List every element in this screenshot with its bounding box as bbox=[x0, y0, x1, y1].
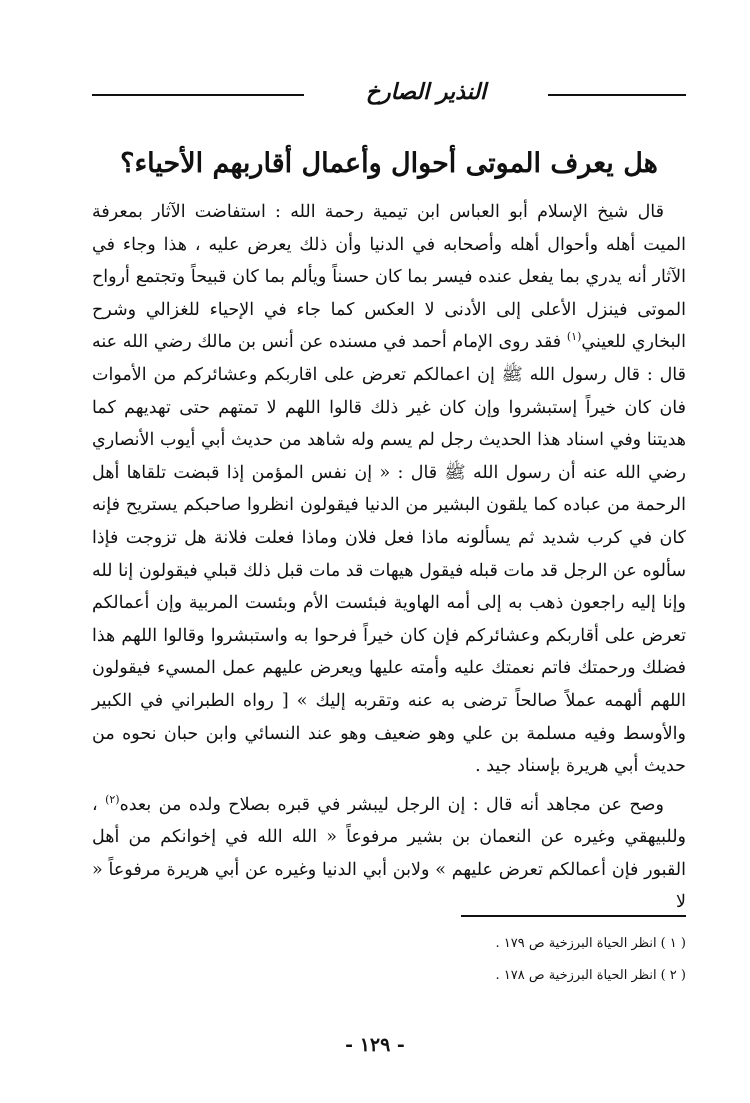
paragraph-2-text-after: ، وللبيهقي وغيره عن النعمان بن بشير مرفوعاً « الله الله في إخوانكم من أهل القبور فإن أعمالكم تعرض عليهم » ولابن أبي الدنيا وغيره عن أبي هريرة مرفوعاً « لا bbox=[92, 794, 686, 913]
footnote-2-marker: ( ٢ ) bbox=[660, 968, 686, 983]
paragraph-2-text-before: وصح عن مجاهد أنه قال : إن الرجل ليبشر في قبره بصلاح ولده من بعده bbox=[119, 794, 664, 815]
footnote-2-text: انظر الحياة البرزخية ص ١٧٨ . bbox=[495, 968, 657, 983]
footnote-2 bbox=[92, 960, 686, 992]
paragraph-1-text-after: فقد روى الإمام أحمد في مسنده عن أنس بن مالك رضي الله عنه قال : قال رسول الله ﷺ إن اعمالكم تعرض على اقاربكم وعشائركم من الأموات فان كان خيراً إستبشروا وإن كان غير ذلك قالوا اللهم لا تمتهم حتى تهديهم كما هديتنا وفي اسناد هذا الحديث رجل لم يسم وله شاهد من حديث أبي أيوب الأنصاري رضي الله عنه أن رسول الله ﷺ قال : « إن نفس المؤمن إذا قبضت تلقاها أهل الرحمة من عباده كما يلقون البشير من الدنيا فيقولون انظروا صاحبكم يستريح فإنه كان في كرب شديد ثم يسألونه ماذا فعل فلان وماذا فعلت فلانة هل تزوجت فإذا سألوه عن الرجل قد مات قبله فيقول هيهات قد مات قبل ذلك قبلي فيقولون إنا لله وإنا إليه راجعون ذهب به إلى أمه الهاوية فبئست الأم وبئست المربية وإن أعمالكم تعرض على أقاربكم وعشائركم فإن كان خيراً فرحوا به واستبشروا وقالوا اللهم هذا فضلك ورحمتك فاتم نعمتك عليه وأمته عليها ويعرض عليهم عمل المسيء فيقولون اللهم ألهمه عملاً صالحاً ترضى به عنه وتقربه إليك » [ رواه الطبراني في الكبير والأوسط وفيه مسلمة بن علي وهو ضعيف وهو عند النسائي وابن حبان نحوه من حديث أبي هريرة بإسناد جيد . bbox=[92, 332, 686, 777]
header-rule-left bbox=[92, 94, 304, 96]
body-text bbox=[92, 196, 686, 925]
footnotes bbox=[92, 928, 686, 992]
paragraph-2 bbox=[92, 789, 686, 919]
page-number: - ١٢٩ - bbox=[345, 1034, 405, 1056]
running-header-title: النذير الصارخ bbox=[365, 79, 487, 105]
chapter-title: هل يعرف الموتى أحوال وأعمال أقاربهم الأحياء؟ bbox=[120, 148, 658, 179]
footnote-1 bbox=[92, 928, 686, 960]
paragraph-1-text-before: قال شيخ الإسلام أبو العباس ابن تيمية رحمة الله : استفاضت الآثار بمعرفة الميت أهله وأحوال أهله وأصحابه في الدنيا وأن ذلك يعرض عليه ، هذا وجاء في الآثار أنه يدري بما يفعل عنده فيسر بما كان حسناً ويألم بما كان قبيحاً وتجتمع أرواح الموتى فينزل الأعلى إلى الأدنى لا العكس كما جاء في الإحياء للغزالي وشرح البخاري للعيني bbox=[92, 202, 686, 353]
footnote-1-marker: ( ١ ) bbox=[660, 936, 686, 951]
header-rule-right bbox=[548, 94, 686, 96]
footnote-1-text: انظر الحياة البرزخية ص ١٧٩ . bbox=[495, 936, 657, 951]
footnote-ref-1[interactable]: (١) bbox=[566, 330, 582, 344]
footnote-separator bbox=[461, 915, 686, 917]
running-header bbox=[92, 70, 686, 110]
footnote-ref-2[interactable]: (٢) bbox=[105, 792, 120, 806]
paragraph-1 bbox=[92, 196, 686, 783]
